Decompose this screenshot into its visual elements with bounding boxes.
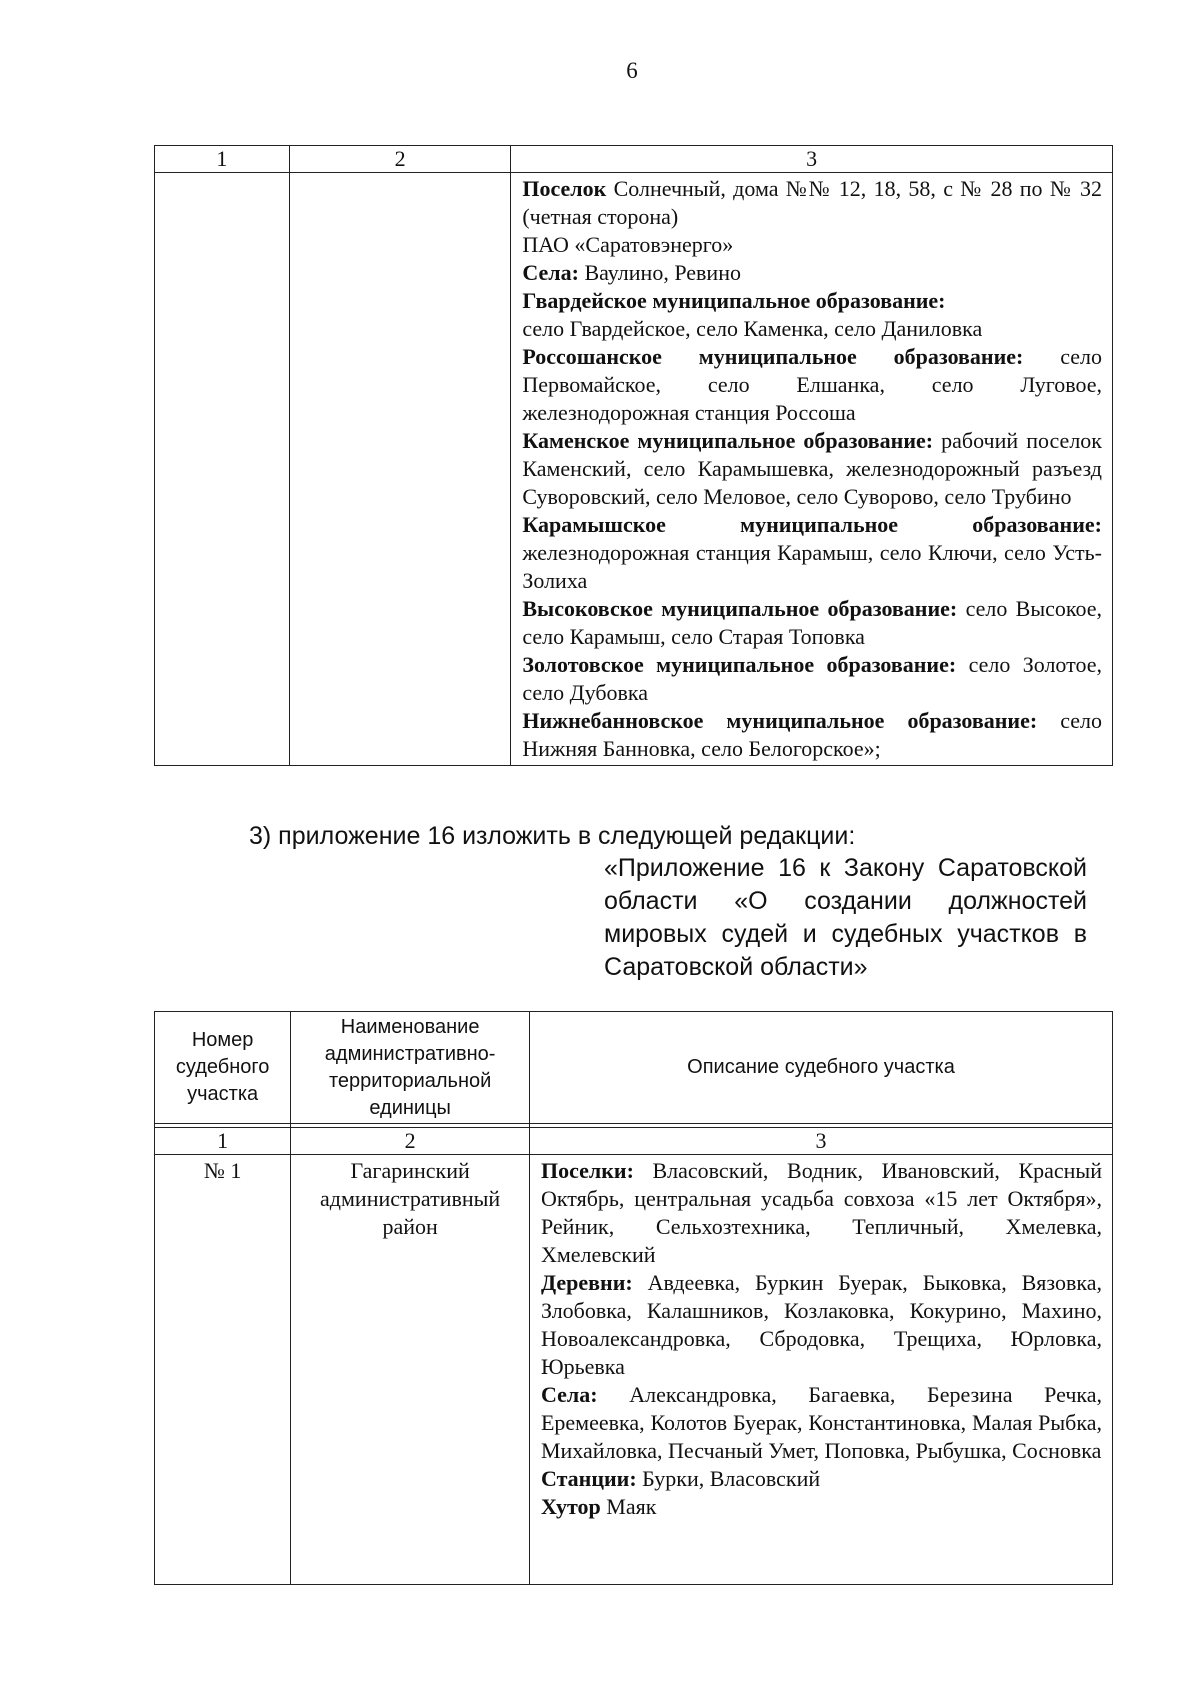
description-paragraph: село Гвардейское, село Каменка, село Даниловка [522,316,983,341]
description-cell [511,173,1113,766]
column-number-2: 2 [291,1128,530,1155]
description-paragraph: Карамышское муниципальное образование: железнодорожная станция Карамыш, село Ключи, село Усть-Золиха [522,512,1102,593]
header-cell-number: Номер судебного участка [155,1012,291,1124]
column-number-1: 1 [155,1128,291,1155]
description-paragraph: Поселки: Власовский, Водник, Ивановский, Красный Октябрь, центральная усадьба совхоза «15 лет Октября», Рейник, Сельхозтехника, Тепличный, Хмелевка, Хмелевский [540,1158,1102,1267]
description-paragraph: Села: Ваулино, Ревино [522,260,741,285]
empty-cell [289,173,511,766]
column-number-3: 3 [529,1128,1112,1155]
description-paragraph: Гвардейское муниципальное образование: [522,288,946,313]
description-paragraph: Каменское муниципальное образование: рабочий поселок Каменский, село Карамышевка, железнодорожный разъезд Суворовский, село Меловое, село Суворово, село Трубино [522,428,1102,509]
header-row [155,1012,1113,1124]
administrative-unit: Гагаринский административный район [291,1155,530,1585]
column-number-row [155,146,1113,173]
column-number-3: 3 [511,146,1113,173]
description-paragraph: Нижнебанновское муниципальное образование: село Нижняя Банновка, село Белогорское»; [522,708,1103,761]
description-paragraph: Деревни: Авдеевка, Буркин Буерак, Быковка, Вязовка, Злобовка, Калашников, Козлаковка, Кокурино, Махино, Новоалександровка, Сбродовка, Трещиха, Юрловка, Юрьевка [540,1270,1102,1379]
district-number: № 1 [155,1155,291,1585]
header-cell-description: Описание судебного участка [529,1012,1112,1124]
column-number-row [155,1128,1113,1155]
description-cell [529,1155,1112,1585]
header-cell-unit: Наименование административно-территориальной единицы [291,1012,530,1124]
column-number-1: 1 [155,146,290,173]
description-paragraph: Хутор Маяк [540,1494,657,1519]
column-number-2: 2 [289,146,511,173]
description-paragraph: Села: Александровка, Багаевка, Березина Речка, Еремеевка, Колотов Буерак, Константиновка, Малая Рыбка, Михайловка, Песчаный Умет, Поповка, Рыбушка, Сосновка [540,1382,1102,1463]
amendment-text: 3) приложение 16 изложить в следующей редакции: [249,822,856,850]
empty-cell [155,173,290,766]
table-row [155,1155,1113,1585]
description-paragraph: ПАО «Саратовэнерго» [522,232,734,257]
appendix-caption [604,852,1087,984]
description-paragraph: Россошанское муниципальное образование: село Первомайское, село Елшанка, село Луговое, железнодорожная станция Россоша [522,344,1103,425]
table-row [155,173,1113,766]
continuation-table [154,145,1113,766]
appendix-table [154,1011,1113,1585]
appendix-caption-text: «Приложение 16 к Закону Саратовской области «О создании должностей мировых судей и судебных участков в Саратовской области» [604,854,1087,981]
description-paragraph: Станции: Бурки, Власовский [540,1466,821,1491]
description-paragraph: Золотовское муниципальное образование: село Золотое, село Дубовка [522,652,1102,705]
description-paragraph: Поселок Солнечный, дома №№ 12, 18, 58, с № 28 по № 32 (четная сторона) [522,176,1102,229]
page-number: 6 [626,58,638,83]
description-paragraph: Высоковское муниципальное образование: село Высокое, село Карамыш, село Старая Топовка [522,596,1102,649]
